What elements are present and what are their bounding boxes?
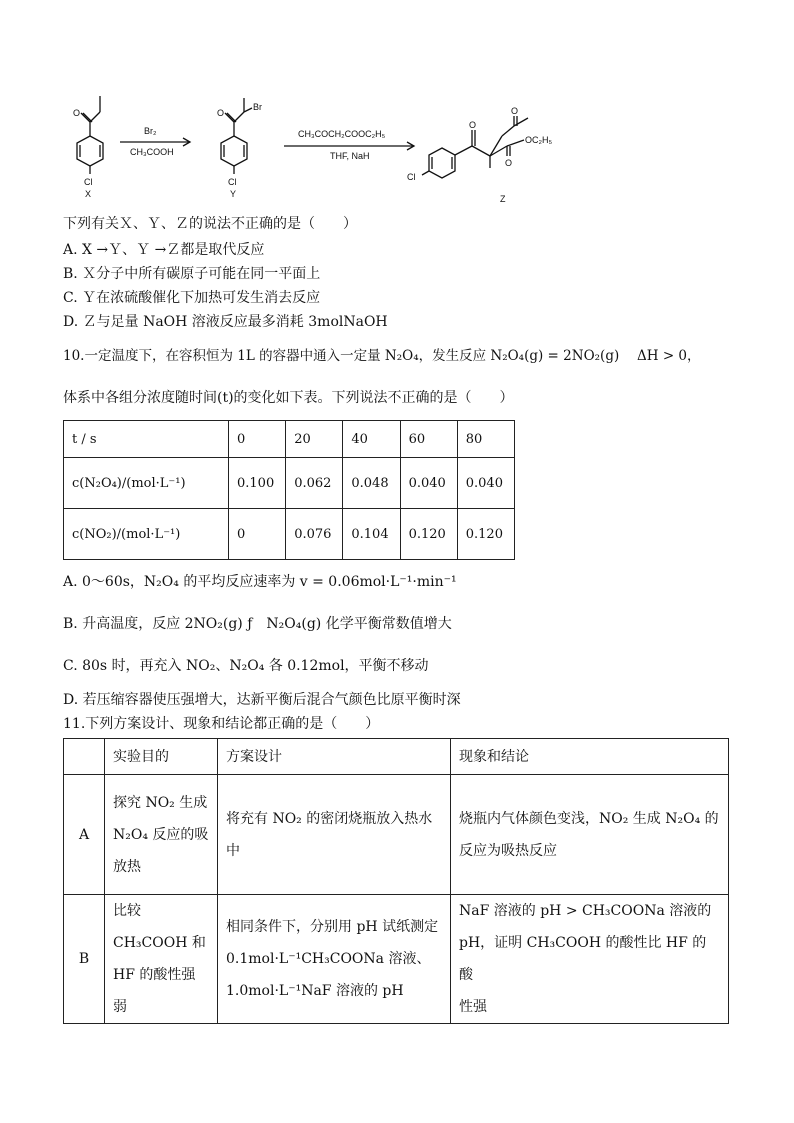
- q11-stem: 11.下列方案设计、现象和结论都正确的是（ ）: [63, 716, 380, 732]
- purpose-line: 探究 NO₂ 生成: [113, 794, 208, 811]
- design-line: 1.0mol·L⁻¹NaF 溶液的 pH: [226, 983, 404, 999]
- label-y: Y: [230, 189, 237, 199]
- purpose-line: 比较: [113, 903, 141, 919]
- header-cell: 60: [400, 421, 457, 458]
- table-row: [64, 509, 515, 560]
- result-line: 烧瓶内气体颜色变浅，NO₂ 生成 N₂O₄ 的: [459, 810, 719, 827]
- table-cell: 0.104: [343, 509, 400, 560]
- table-cell: 0: [229, 509, 286, 560]
- atom-cl-z: Cl: [407, 172, 416, 182]
- q9-stem: 下列有关Ｘ、Ｙ、Ｚ的说法不正确的是（ ）: [63, 216, 357, 232]
- table-header-row: [64, 739, 729, 775]
- table-row: [64, 458, 515, 509]
- row-label: A: [64, 775, 105, 895]
- atom-o-y: O: [217, 108, 225, 118]
- purpose-line: N₂O₄ 反应的吸: [113, 826, 209, 843]
- purpose-cell: [105, 895, 218, 1024]
- atom-o-z1: O: [469, 120, 477, 130]
- q11-experiment-table: [63, 738, 729, 1024]
- purpose-line: HF 的酸性强弱: [113, 967, 196, 1015]
- header-cell: 实验目的: [105, 739, 218, 775]
- table-cell: 0.076: [286, 509, 343, 560]
- header-cell: 现象和结论: [451, 739, 729, 775]
- q9-option-d: D. Ｚ与足量 NaOH 溶液反应最多消耗 3molNaOH: [63, 314, 388, 330]
- design-line: 相同条件下，分别用 pH 试纸测定: [226, 919, 439, 935]
- design-cell: [218, 775, 451, 895]
- reagent-acetoacetate: CH₃COCH₂COOC₂H₅: [298, 129, 386, 139]
- header-cell: 20: [286, 421, 343, 458]
- row-label: c(NO₂)/(mol·L⁻¹): [64, 509, 229, 560]
- purpose-line: CH₃COOH 和: [113, 935, 206, 951]
- table-cell: 0.048: [343, 458, 400, 509]
- table-cell: 0.120: [457, 509, 514, 560]
- label-z: Z: [500, 194, 506, 204]
- result-cell: [451, 895, 729, 1024]
- design-line: 将充有 NO₂ 的密闭烧瓶放入热水: [226, 810, 433, 827]
- result-line: NaF 溶液的 pH > CH₃COONa 溶液的: [459, 903, 712, 919]
- atom-o-z3: O: [505, 158, 513, 168]
- result-line: 反应为吸热反应: [459, 842, 557, 859]
- q10-concentration-table: [63, 420, 515, 560]
- table-cell: 0.040: [457, 458, 514, 509]
- result-line: 性强: [459, 999, 487, 1015]
- q10-stem-line2: 体系中各组分浓度随时间(t)的变化如下表。下列说法不正确的是（ ）: [63, 390, 514, 406]
- result-cell: [451, 775, 729, 895]
- table-row: [64, 775, 729, 895]
- result-line: pH，证明 CH₃COOH 的酸性比 HF 的酸: [459, 935, 707, 983]
- q9-option-b: B. Ｘ分子中所有碳原子可能在同一平面上: [63, 266, 321, 282]
- header-cell: 0: [229, 421, 286, 458]
- table-cell: 0.120: [400, 509, 457, 560]
- header-cell: 80: [457, 421, 514, 458]
- atom-br-y: Br: [253, 102, 262, 112]
- group-oet-z: OC₂H₅: [525, 135, 553, 145]
- header-cell: 方案设计: [218, 739, 451, 775]
- row-label: c(N₂O₄)/(mol·L⁻¹): [64, 458, 229, 509]
- header-cell: [64, 739, 105, 775]
- table-cell: 0.100: [229, 458, 286, 509]
- q10-option-c: C. 80s 时，再充入 NO₂、N₂O₄ 各 0.12mol，平衡不移动: [63, 658, 429, 674]
- reagent-br2: Br₂: [144, 126, 157, 136]
- reagent-thf-nah: THF, NaH: [330, 151, 370, 161]
- purpose-line: 放热: [113, 858, 141, 875]
- header-cell: 40: [343, 421, 400, 458]
- table-row: [64, 895, 729, 1024]
- atom-o-z2: O: [511, 106, 519, 116]
- header-cell: t / s: [64, 421, 229, 458]
- design-line: 中: [226, 842, 240, 859]
- q9-option-a: A. X →Ｙ、Ｙ →Ｚ都是取代反应: [63, 242, 265, 258]
- q10-option-d: D. 若压缩容器使压强增大，达新平衡后混合气颜色比原平衡时深: [63, 692, 461, 708]
- table-header-row: [64, 421, 515, 458]
- table-cell: 0.062: [286, 458, 343, 509]
- label-x: X: [85, 189, 92, 199]
- q10-option-b: B. 升高温度，反应 2NO₂(g) ƒ N₂O₄(g) 化学平衡常数值增大: [63, 616, 452, 632]
- design-cell: [218, 895, 451, 1024]
- q9-option-c: C. Ｙ在浓硫酸催化下加热可发生消去反应: [63, 290, 321, 306]
- atom-cl-x: Cl: [84, 177, 93, 187]
- reaction-scheme: [62, 88, 582, 212]
- purpose-cell: [105, 775, 218, 895]
- row-label: B: [64, 895, 105, 1024]
- design-line: 0.1mol·L⁻¹CH₃COONa 溶液、: [226, 951, 431, 967]
- q10-option-a: A. 0～60s，N₂O₄ 的平均反应速率为 v = 0.06mol·L⁻¹·min⁻¹: [63, 574, 457, 590]
- table-cell: 0.040: [400, 458, 457, 509]
- atom-o-x: O: [73, 108, 81, 118]
- reagent-acetic-acid: CH₃COOH: [130, 147, 174, 157]
- q10-stem-line1: 10.一定温度下，在容积恒为 1L 的容器中通入一定量 N₂O₄，发生反应 N₂O₄(g) = 2NO₂(g) ΔH > 0，: [63, 348, 701, 364]
- atom-cl-y: Cl: [228, 177, 237, 187]
